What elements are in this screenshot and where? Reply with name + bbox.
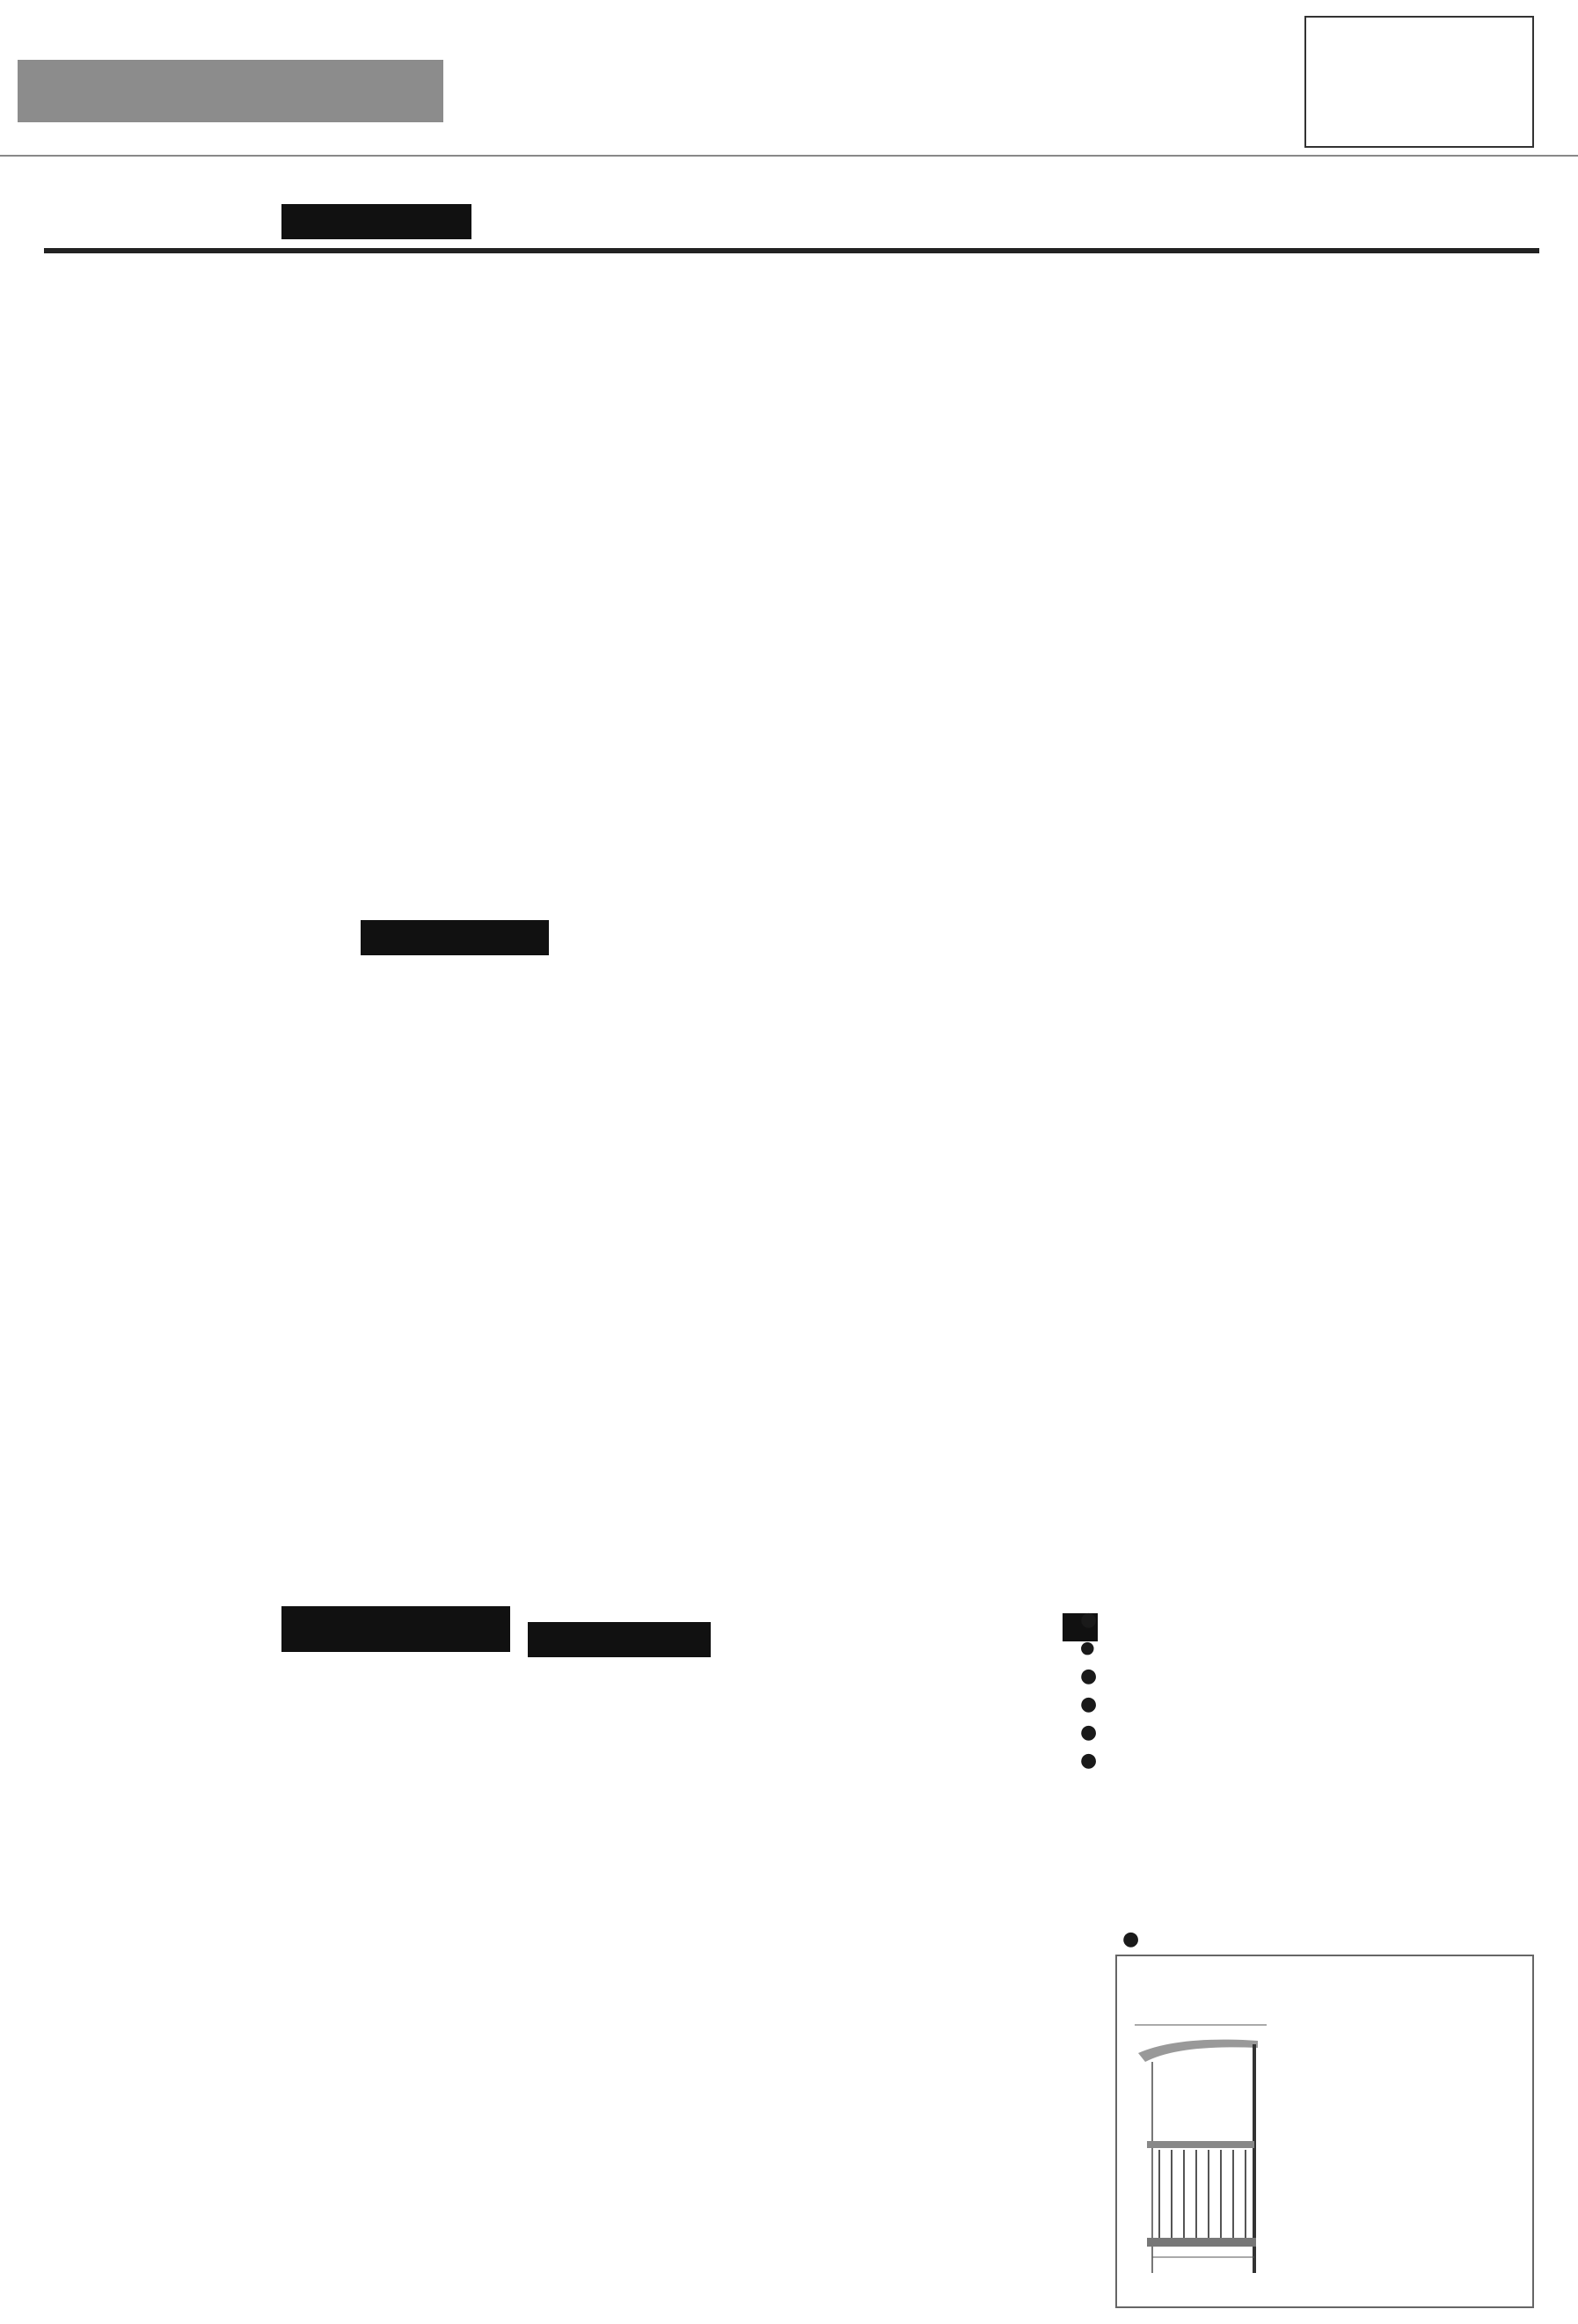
note-item: ● [1080, 1693, 1098, 1715]
section1-table [44, 248, 1539, 253]
note-item: ● [1080, 1750, 1098, 1772]
header-divider [0, 155, 1578, 157]
note-item: ● [1080, 1721, 1098, 1743]
note-item: ● [1080, 1665, 1098, 1687]
section1-badge [281, 204, 471, 239]
note-item: ● [1080, 1638, 1095, 1657]
delivery-notice-box [1304, 16, 1534, 148]
balcony-diagram [1126, 2018, 1281, 2291]
note-item: ● [1080, 1609, 1098, 1631]
section3-badge [528, 1622, 711, 1657]
section2-badge [361, 920, 549, 955]
side-notes [1080, 1606, 1538, 1775]
balcony-box [1115, 1955, 1534, 2308]
balcony-title: ● [1122, 1928, 1140, 1950]
load-rating-banner [18, 60, 443, 122]
section3-multi-badge [281, 1606, 510, 1652]
